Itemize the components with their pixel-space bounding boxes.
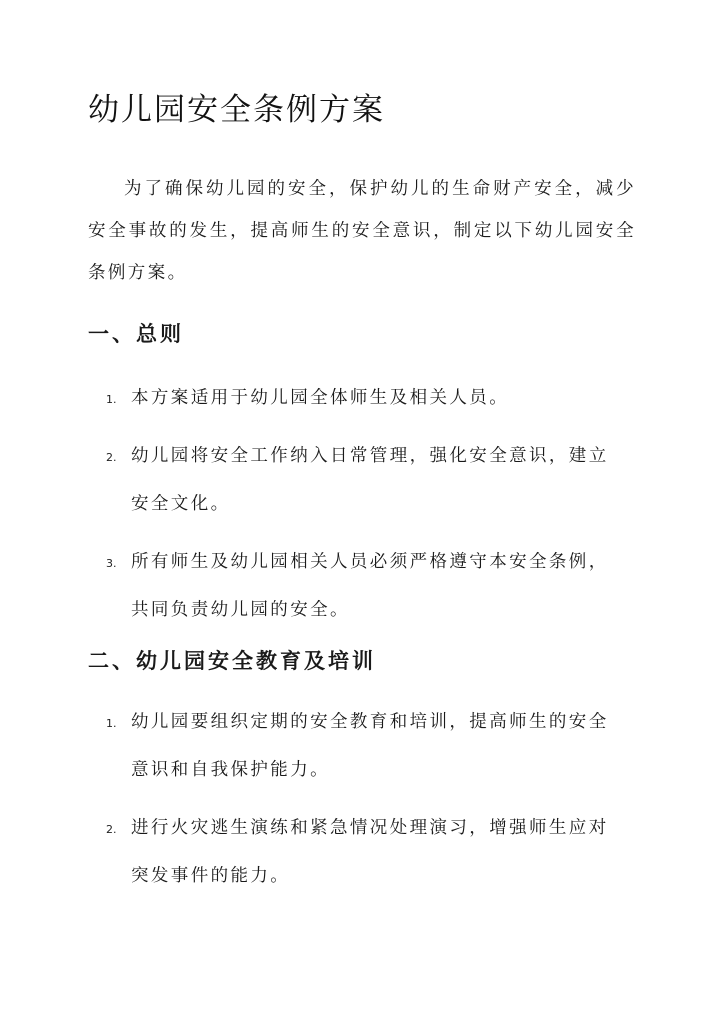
list-item xyxy=(106,538,626,634)
list-item-number: 3. xyxy=(106,557,117,570)
list-item-number: 2. xyxy=(106,451,117,464)
list-item xyxy=(106,804,626,900)
list-item xyxy=(106,698,626,794)
education-training-list xyxy=(106,698,626,900)
general-rules-list xyxy=(106,374,626,634)
list-item-text: 幼儿园将安全工作纳入日常管理，强化安全意识，建立安全文化。 xyxy=(131,446,609,514)
section-heading-education: 二、幼儿园安全教育及培训 xyxy=(88,649,376,673)
list-item-number: 1. xyxy=(106,717,117,730)
list-item-text: 所有师生及幼儿园相关人员必须严格遵守本安全条例，共同负责幼儿园的安全。 xyxy=(131,552,609,620)
document-title: 幼儿园安全条例方案 xyxy=(88,92,385,128)
intro-paragraph: 为了确保幼儿园的安全，保护幼儿的生命财产安全，减少安全事故的发生，提高师生的安全意识，制定以下幼儿园安全条例方案。 xyxy=(88,179,636,283)
list-item-text: 进行火灾逃生演练和紧急情况处理演习，增强师生应对突发事件的能力。 xyxy=(131,818,609,886)
list-item-number: 1. xyxy=(106,393,117,406)
list-item-number: 2. xyxy=(106,823,117,836)
section-heading-general: 一、总则 xyxy=(88,322,184,346)
list-item-text: 本方案适用于幼儿园全体师生及相关人员。 xyxy=(131,388,510,408)
list-item-text: 幼儿园要组织定期的安全教育和培训，提高师生的安全意识和自我保护能力。 xyxy=(131,712,609,780)
list-item xyxy=(106,374,626,422)
list-item xyxy=(106,432,626,528)
